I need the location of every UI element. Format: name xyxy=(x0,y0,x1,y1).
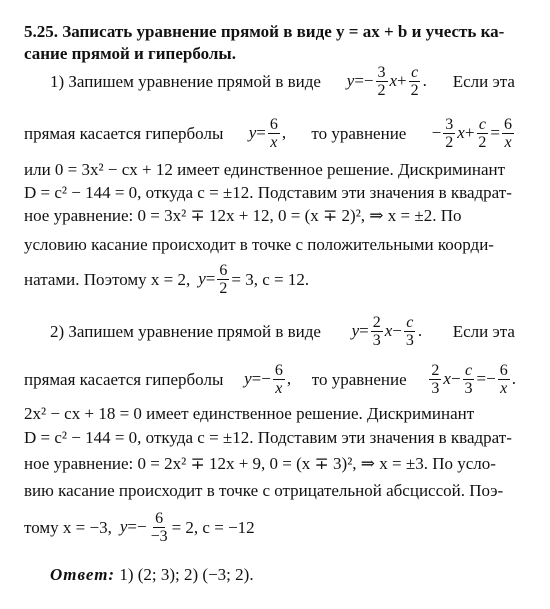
part1-hyperbola: y= $\frac{6}{x}$ , xyxy=(248,116,287,151)
part1-conclusion-text: натами. Поэтому x = 2, xyxy=(24,270,191,289)
part2-then-text: то уравнение xyxy=(311,370,407,389)
problem-statement-2: сание прямой и гиперболы. xyxy=(24,44,236,63)
part1-line-6: условию касание происходит в точке с положительными коорди- xyxy=(24,235,494,254)
part2-line-3: 2x² − cx + 18 = 0 имеет единственное решение. Дискриминант xyxy=(24,404,475,423)
part1-intro: 1) Запишем уравнение прямой в виде xyxy=(50,72,321,91)
part2-hyperbola: y=− $\frac{6}{x}$ , xyxy=(244,362,292,397)
part1-line-1 xyxy=(50,64,515,100)
answer-line xyxy=(50,565,254,585)
part2-line-4: D = c² − 144 = 0, откуда c = ±12. Подставим эти значения в квадрат- xyxy=(24,428,512,447)
part2-intro: 2) Запишем уравнение прямой в виде xyxy=(50,322,321,341)
part2-line-equation: y= $\frac{2}{3}$ x− $\frac{c}{3}$ . xyxy=(351,314,423,349)
part1-line-7 xyxy=(24,260,309,300)
part2-conclusion-end: = 2, c = −12 xyxy=(171,518,255,537)
part2-y-value: y=− $\frac{6}{-3}$ xyxy=(119,510,168,545)
part1-line-equation: y=− $\frac{3}{2}$ x+ $\frac{c}{2}$ . xyxy=(346,64,427,99)
part2-line-7 xyxy=(24,508,255,548)
part2-tangent-text: прямая касается гиперболы xyxy=(24,370,224,389)
part2-conclusion-text: тому x = −3, xyxy=(24,518,112,537)
problem-statement-1: Записать уравнение прямой в виде y = ax + b и учесть ка- xyxy=(62,22,505,41)
part1-line-4: D = c² − 144 = 0, откуда c = ±12. Подставим эти значения в квадрат- xyxy=(24,183,512,202)
part2-tangent-equation: $\frac{2}{3}$ x− $\frac{c}{3}$ =− $\frac{6}{x}$ . xyxy=(431,362,516,397)
part2-line-6: вию касание происходит в точке с отрицательной абсциссой. Поэ- xyxy=(24,481,504,500)
part1-tangent-equation: − $\frac{3}{2}$ x+ $\frac{c}{2}$ = $\frac{6}{x}$ xyxy=(431,116,512,151)
problem-number: 5.25. xyxy=(24,22,58,41)
part2-line-5: ное уравнение: 0 = 2x² ∓ 12x + 9, 0 = (x ∓ 3)², ⇒ x = ±3. По усло- xyxy=(24,454,496,473)
problem-line-1 xyxy=(24,22,504,42)
part1-line-3: или 0 = 3x² − cx + 12 имеет единственное решение. Дискриминант xyxy=(24,160,506,179)
part1-y-value: y= $\frac{6}{2}$ xyxy=(198,262,228,297)
part2-intro-after: Если эта xyxy=(452,322,515,341)
part1-line-5: ное уравнение: 0 = 3x² ∓ 12x + 12, 0 = (x ∓ 2)², ⇒ x = ±2. По xyxy=(24,206,462,225)
part1-tangent-text: прямая касается гиперболы xyxy=(24,124,224,143)
answer-label: Ответ: xyxy=(50,565,116,584)
answer-text: 1) (2; 3); 2) (−3; 2). xyxy=(119,565,254,584)
part1-intro-after: Если эта xyxy=(452,72,515,91)
part1-line-2 xyxy=(24,114,516,154)
part2-line-2 xyxy=(24,360,516,400)
part1-then-text: то уравнение xyxy=(311,124,407,143)
part1-conclusion-end: = 3, c = 12. xyxy=(231,270,310,289)
part2-line-1 xyxy=(50,312,515,352)
